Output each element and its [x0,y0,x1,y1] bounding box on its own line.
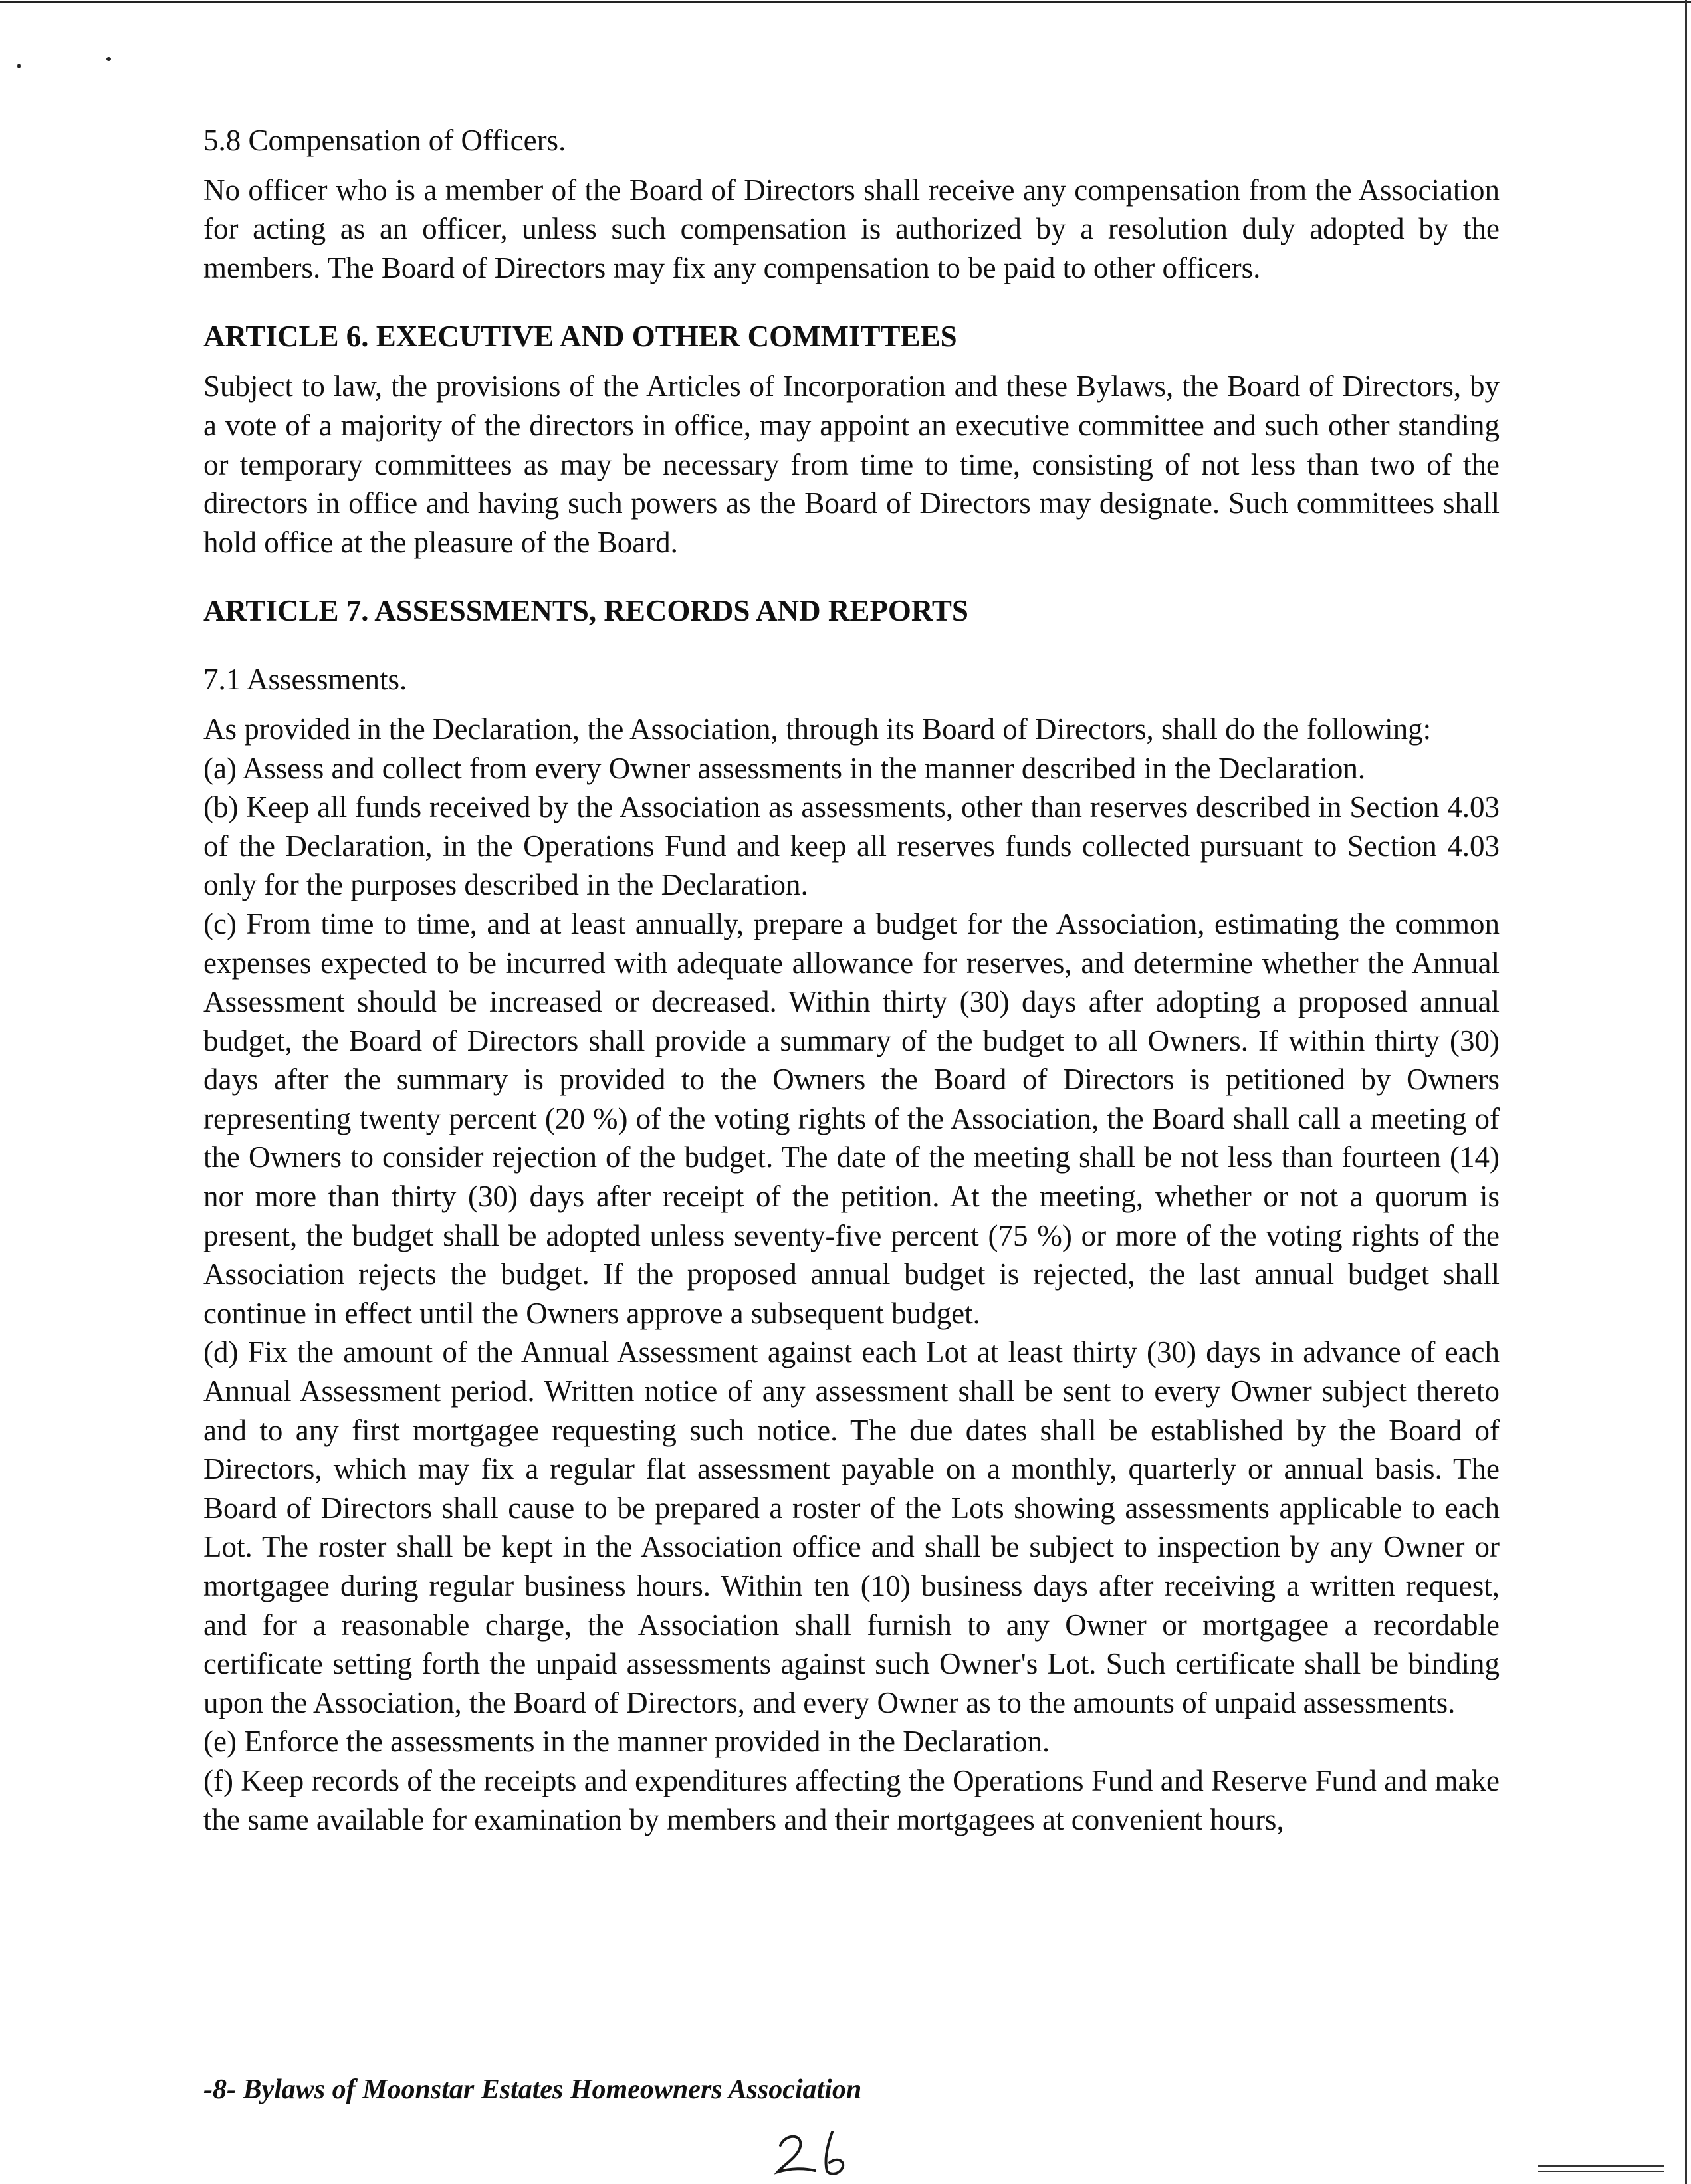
section-5-8-heading: 5.8 Compensation of Officers. [203,124,566,157]
list-item-f: (f) Keep records of the receipts and expenditures affecting the Operations Fund and Reserve Fund and make the same available for examination by members and their mortgagees at convenient hours, [203,1763,1500,1836]
list-item-b: (b) Keep all funds received by the Association as assessments, other than reserves described in Section 4.03 of the Declaration, in the Operations Fund and keep all reserves funds collected pursuant to Section 4.03 only for the purposes described in the Declaration. [203,790,1500,902]
top-scan-border [0,1,1691,3]
article-7-heading: ARTICLE 7. ASSESSMENTS, RECORDS AND REPORTS [203,594,968,628]
section-7-1-heading: 7.1 Assessments. [203,663,407,697]
article-6-text: Subject to law, the provisions of the Articles of Incorporation and these Bylaws, the Board of Directors, by a vote of a majority of the directors in office, may appoint an executive committee and such other standing or temporary committees as may be necessary from time to time, consisting of not less than two of the directors in office and having such powers as the Board of Directors may designate. Such committees shall hold office at the pleasure of the Board. [203,370,1500,559]
list-item-a: (a) Assess and collect from every Owner assessments in the manner described in the Declaration. [203,751,1366,785]
section-7-1-intro: As provided in the Declaration, the Association, through its Board of Directors, shall do the following: [203,712,1432,746]
section-5-8-text: No officer who is a member of the Board of Directors shall receive any compensation from the Association for acting as an officer, unless such compensation is authorized by a resolution duly adopted by the members. The Board of Directors may fix any compensation to be paid to other officers. [203,173,1500,284]
list-item-c: (c) From time to time, and at least annually, prepare a budget for the Association, estimating the common expenses expected to be incurred with adequate allowance for reserves, and determine whether the Annual Assessment should be increased or decreased. Within thirty (30) days after adopting a proposed annual budget, the Board of Directors shall provide a summary of the budget to all Owners. If within thirty (30) days after the summary is provided to the Owners the Board of Directors is petitioned by Owners representing twenty percent (20 %) of the voting rights of the Association, the Board shall call a meeting of the Owners to consider rejection of the budget. The date of the meeting shall be not less than fourteen (14) nor more than thirty (30) days after receipt of the petition. At the meeting, whether or not a quorum is present, the budget shall be adopted unless seventy-five percent (75 %) or more of the voting rights of the Association rejects the budget. If the proposed annual budget is rejected, the last annual budget shall continue in effect until the Owners approve a subsequent budget. [203,907,1500,1330]
page-footer: -8- Bylaws of Moonstar Estates Homeowners Association [203,2074,862,2105]
document-body [203,121,1500,1839]
list-item-e: (e) Enforce the assessments in the manner provided in the Declaration. [203,1725,1050,1759]
scan-speck [106,57,111,61]
right-scan-border [1685,0,1687,2184]
scan-edge-mark [1538,2165,1664,2172]
handwritten-page-number [771,2127,864,2180]
article-6-heading: ARTICLE 6. EXECUTIVE AND OTHER COMMITTEES [203,320,957,354]
scan-speck [17,64,21,68]
list-item-d: (d) Fix the amount of the Annual Assessment against each Lot at least thirty (30) days in advance of each Annual Assessment period. Written notice of any assessment shall be sent to every Owner subject thereto and to any first mortgagee requesting such notice. The due dates shall be established by the Board of Directors, which may fix a regular flat assessment payable on a monthly, quarterly or annual basis. The Board of Directors shall cause to be prepared a roster of the Lots showing assessments applicable to each Lot. The roster shall be kept in the Association office and shall be subject to inspection by any Owner or mortgagee during regular business hours. Within ten (10) business days after receiving a written request, and for a reasonable charge, the Association shall furnish to any Owner or mortgagee a recordable certificate setting forth the unpaid assessments against such Owner's Lot. Such certificate shall be binding upon the Association, the Board of Directors, and every Owner as to the amounts of unpaid assessments. [203,1335,1500,1719]
